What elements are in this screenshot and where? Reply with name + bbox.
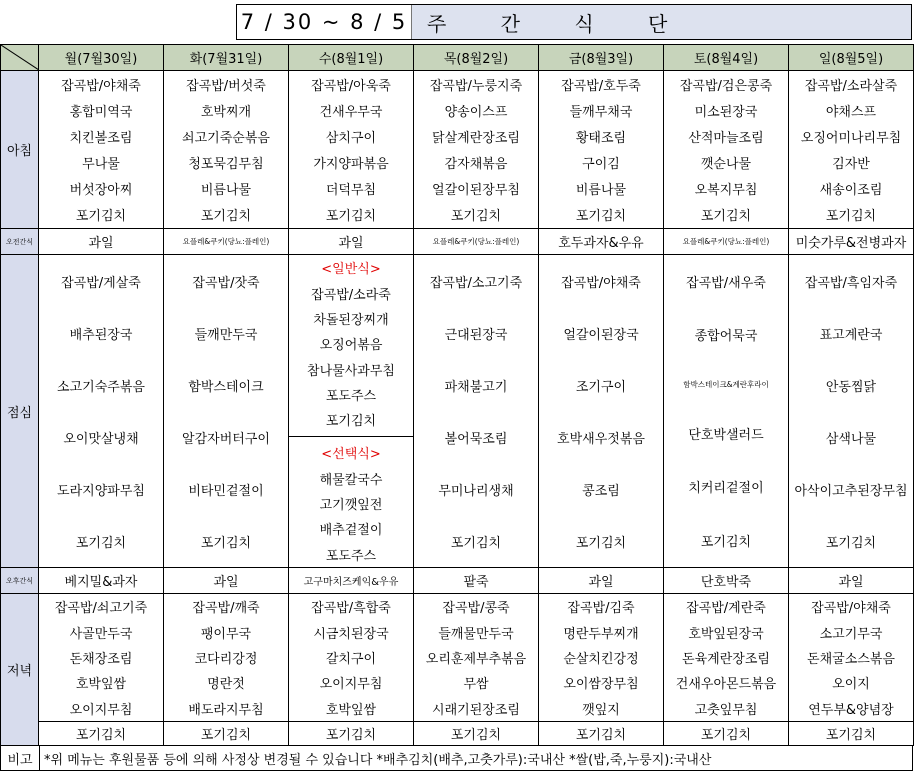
menu-item: 황태조림 <box>575 130 627 146</box>
menu-cell <box>164 71 289 229</box>
menu-list <box>289 71 413 228</box>
menu-cell <box>289 594 414 722</box>
menu-item: 잡곡밥/야채죽 <box>811 601 891 617</box>
menu-item: 비타민겉절이 <box>188 483 264 499</box>
menu-list <box>789 71 913 228</box>
menu-item: 깻순나물 <box>700 157 752 173</box>
menu-cell <box>39 255 164 568</box>
wed-lunch-cell <box>289 255 414 568</box>
header-row <box>1 45 914 71</box>
menu-item: 잡곡밥/계란죽 <box>686 601 766 617</box>
menu-list <box>39 255 163 567</box>
day-header: 수(8월1일) <box>289 45 414 71</box>
menu-item: 잡곡밥/아욱죽 <box>311 78 391 94</box>
menu-item: 차돌된장찌개 <box>313 312 389 328</box>
day-header: 화(7월31일) <box>164 45 289 71</box>
menu-list <box>164 594 288 721</box>
menu-item: 참나물사과무침 <box>307 363 395 379</box>
menu-item: 돈채장조림 <box>69 651 133 667</box>
menu-item: 포도주스 <box>325 389 377 405</box>
menu-list <box>414 71 538 228</box>
menu-item: 홍합미역국 <box>69 104 133 120</box>
snack-cell: 단호박죽 <box>664 568 789 594</box>
menu-list <box>164 255 288 567</box>
menu-item: 김자반 <box>832 157 870 173</box>
menu-item: 잡곡밥/소라살죽 <box>804 78 898 94</box>
menu-item: 잡곡밥/야채죽 <box>561 275 641 291</box>
menu-item: 삼색나물 <box>825 431 877 447</box>
menu-item: 시금치된장국 <box>313 626 389 642</box>
menu-item: 종합어묵국 <box>694 329 758 345</box>
snack-cell: 팥죽 <box>414 568 539 594</box>
menu-item: 단호박샐러드 <box>688 428 764 444</box>
choice-meal-label: <선택식> <box>321 447 381 463</box>
menu-item: 포기김치 <box>825 209 877 225</box>
menu-item: 포기김치 <box>664 722 789 746</box>
menu-item: 오이지무침 <box>69 702 133 718</box>
menu-cell <box>289 71 414 229</box>
snack-cell: 요플레&쿠키(당뇨:플레인) <box>414 229 539 255</box>
menu-item: 가지양파볶음 <box>313 157 389 173</box>
menu-item: 깻잎지 <box>582 702 620 718</box>
menu-item: 배추된장국 <box>69 327 133 343</box>
menu-item: 오이쌈장무침 <box>563 677 639 693</box>
menu-item: 잡곡밥/깨죽 <box>192 601 260 617</box>
dinner-row <box>1 594 914 722</box>
menu-item: 파채불고기 <box>444 379 508 395</box>
menu-item: 호박잎쌈 <box>325 702 377 718</box>
menu-list <box>539 255 663 567</box>
menu-cell <box>539 255 664 568</box>
menu-list <box>539 71 663 228</box>
menu-item: 갈치구이 <box>325 651 377 667</box>
menu-cell <box>39 594 164 722</box>
menu-item: 해물칼국수 <box>319 472 383 488</box>
am-snack-row <box>1 229 914 255</box>
pm-snack-row <box>1 568 914 594</box>
snack-cell: 베지밀&과자 <box>39 568 164 594</box>
menu-list <box>164 71 288 228</box>
snack-cell: 과일 <box>789 568 914 594</box>
menu-item: 돈육계란장조림 <box>682 651 770 667</box>
menu-item: 잡곡밥/호두죽 <box>561 78 641 94</box>
menu-item: 배도라지무침 <box>188 702 264 718</box>
menu-item: 오이지무침 <box>319 677 383 693</box>
general-meal-label: <일반식> <box>321 262 381 278</box>
menu-item: 포기김치 <box>575 209 627 225</box>
snack-cell: 호두과자&우유 <box>539 229 664 255</box>
menu-item: 들깨만두국 <box>194 327 258 343</box>
menu-list <box>414 594 538 721</box>
menu-cell <box>789 71 914 229</box>
menu-item: 오징어볶음 <box>319 338 383 354</box>
menu-item: 포기김치 <box>200 209 252 225</box>
menu-item: 표고계란국 <box>819 327 883 343</box>
menu-cell <box>39 71 164 229</box>
menu-item: 포기김치 <box>700 534 752 550</box>
menu-item: 들깨무채국 <box>569 104 633 120</box>
menu-item: 소고기무국 <box>819 626 883 642</box>
menu-list <box>789 594 913 721</box>
menu-item: 얼갈이된장국 <box>563 327 639 343</box>
menu-item: 청포묵김무침 <box>188 157 264 173</box>
menu-cell <box>664 255 789 568</box>
corner-cell <box>1 45 39 71</box>
menu-item: 오리훈제부추볶음 <box>425 651 527 667</box>
menu-item: 잡곡밥/누룽지죽 <box>429 78 523 94</box>
menu-item: 오복지무침 <box>694 183 758 199</box>
day-header: 일(8월5일) <box>789 45 914 71</box>
menu-item: 닭살계란장조림 <box>432 130 520 146</box>
menu-item: 잡곡밥/게살죽 <box>61 275 141 291</box>
dinner-label: 저녁 <box>1 594 39 746</box>
menu-item: 잡곡밥/소라죽 <box>311 287 391 303</box>
menu-item: 호박찌개 <box>200 104 252 120</box>
snack-cell: 과일 <box>539 568 664 594</box>
menu-item: 포기김치 <box>200 535 252 551</box>
menu-item: 포기김치 <box>539 722 664 746</box>
menu-item: 잡곡밥/야채죽 <box>61 78 141 94</box>
menu-item: 사골만두국 <box>69 626 133 642</box>
menu-item: 새송이조림 <box>819 183 883 199</box>
menu-item: 안동찜닭 <box>825 379 877 395</box>
note-text: *위 메뉴는 후원물품 등에 의해 사정상 변경될 수 있습니다 *배추김치(배추,고춧가루):국내산 *쌀(밥,죽,누룽지):국내산 <box>44 752 712 768</box>
menu-item: 얼갈이된장무침 <box>432 183 520 199</box>
menu-item: 비름나물 <box>200 183 252 199</box>
menu-item: 버섯장아찌 <box>69 183 133 199</box>
note-bar <box>0 745 913 771</box>
menu-cell <box>789 255 914 568</box>
menu-item: 포기김치 <box>825 535 877 551</box>
menu-cell <box>664 594 789 722</box>
menu-list <box>289 594 413 721</box>
menu-item: 조기구이 <box>575 379 627 395</box>
menu-item: 명란두부찌개 <box>563 626 639 642</box>
menu-cell <box>539 71 664 229</box>
menu-list <box>789 255 913 567</box>
menu-item: 도라지양파무침 <box>57 483 145 499</box>
title-name: 주 간 식 단 <box>427 11 692 36</box>
menu-item: 잡곡밥/김죽 <box>567 601 635 617</box>
menu-cell <box>539 594 664 722</box>
menu-item: 야채스프 <box>825 104 877 120</box>
snack-cell: 미숫가루&전병과자 <box>789 229 914 255</box>
menu-item: 고기깻잎전 <box>319 497 383 513</box>
menu-item: 들깨물만두국 <box>438 626 514 642</box>
menu-item: 포기김치 <box>75 535 127 551</box>
menu-table <box>0 44 914 746</box>
menu-item: 알감자버터구이 <box>182 431 270 447</box>
menu-item: 쇠고기죽순볶음 <box>182 130 270 146</box>
menu-item: 포기김치 <box>575 535 627 551</box>
menu-item: 볼어묵조림 <box>444 431 508 447</box>
menu-cell <box>664 71 789 229</box>
snack-cell: 과일 <box>164 568 289 594</box>
menu-list <box>39 71 163 228</box>
menu-item: 포도주스 <box>325 548 377 564</box>
menu-cell <box>164 255 289 568</box>
lunch-row <box>1 255 914 568</box>
menu-item: 무미나리생채 <box>438 483 514 499</box>
menu-item: 근대된장국 <box>444 327 508 343</box>
menu-item: 삼치구이 <box>325 130 377 146</box>
menu-list <box>664 71 788 228</box>
menu-item: 순살치킨강정 <box>563 651 639 667</box>
snack-cell: 고구마치즈케익&우유 <box>289 568 414 594</box>
menu-item: 포기김치 <box>450 535 502 551</box>
menu-list <box>39 594 163 721</box>
menu-item: 포기김치 <box>164 722 289 746</box>
menu-item: 잡곡밥/잣죽 <box>192 275 260 291</box>
menu-item: 무나물 <box>82 157 120 173</box>
menu-item: 코다리강정 <box>194 651 258 667</box>
menu-item: 포기김치 <box>325 209 377 225</box>
menu-item: 소고기숙주볶음 <box>57 379 145 395</box>
day-header: 목(8월2일) <box>414 45 539 71</box>
menu-item: 치커리겉절이 <box>688 481 764 497</box>
menu-item: 오이맛살냉채 <box>63 431 139 447</box>
menu-item: 구이김 <box>582 157 620 173</box>
menu-item: 오징어미나리무침 <box>800 130 902 146</box>
menu-item: 호박잎된장국 <box>688 626 764 642</box>
menu-item: 감자채볶음 <box>444 157 508 173</box>
breakfast-row <box>1 71 914 229</box>
menu-item: 포기김치 <box>75 209 127 225</box>
snack-cell: 요플레&쿠키(당뇨:플레인) <box>664 229 789 255</box>
menu-item: 산적마늘조림 <box>688 130 764 146</box>
menu-item: 포기김치 <box>289 722 414 746</box>
corner-diagonal <box>1 45 39 70</box>
menu-item: 시래기된장조림 <box>432 702 520 718</box>
menu-item: 포기김치 <box>39 722 164 746</box>
menu-item: 잡곡밥/흑합죽 <box>311 601 391 617</box>
menu-item: 잡곡밥/흑임자죽 <box>804 275 898 291</box>
menu-cell <box>414 71 539 229</box>
note-label: 비고 <box>1 746 40 770</box>
breakfast-label: 아침 <box>1 71 39 229</box>
menu-item: 호박잎쌈 <box>75 677 127 693</box>
menu-item: 포기김치 <box>450 209 502 225</box>
menu-item: 미소된장국 <box>694 104 758 120</box>
menu-cell <box>789 594 914 722</box>
menu-item: 잡곡밥/쇠고기죽 <box>54 601 148 617</box>
dinner-kimchi-row <box>1 722 914 746</box>
lunch-label: 점심 <box>1 255 39 568</box>
menu-item: 양송이스프 <box>444 104 508 120</box>
day-header: 월(7월30일) <box>39 45 164 71</box>
snack-cell: 과일 <box>39 229 164 255</box>
menu-item: 콩조림 <box>582 483 620 499</box>
menu-item: 더덕무침 <box>325 183 377 199</box>
menu-item: 잡곡밥/새우죽 <box>686 276 766 292</box>
menu-item: 오이지 <box>832 677 870 693</box>
menu-item: 함박스테이크 <box>188 379 264 395</box>
menu-item: 팽이무국 <box>200 626 252 642</box>
menu-item: 잡곡밥/버섯죽 <box>186 78 266 94</box>
day-header: 금(8월3일) <box>539 45 664 71</box>
menu-list <box>414 255 538 567</box>
day-header: 토(8월4일) <box>664 45 789 71</box>
title-bar <box>236 4 912 40</box>
snack-cell: 요플레&쿠키(당뇨:플레인) <box>164 229 289 255</box>
menu-item: 돈채굴소스볶음 <box>807 651 895 667</box>
menu-item: 잡곡밥/소고기죽 <box>429 275 523 291</box>
menu-item: 포기김치 <box>789 722 914 746</box>
menu-cell <box>164 594 289 722</box>
menu-list <box>539 594 663 721</box>
menu-cell <box>414 255 539 568</box>
menu-item: 건새우무국 <box>319 104 383 120</box>
menu-item: 연두부&양념장 <box>808 702 894 718</box>
menu-item: 잡곡밥/검은콩죽 <box>679 78 773 94</box>
menu-item: 명란젓 <box>207 677 245 693</box>
menu-item: 배추겉절이 <box>319 523 383 539</box>
am-snack-label: 오전간식 <box>1 229 39 255</box>
menu-list <box>664 594 788 721</box>
menu-item: 포기김치 <box>414 722 539 746</box>
title-dates: 7 / 30 ~ 8 / 5 <box>237 5 412 39</box>
menu-item: 함박스테이크&계란후라이 <box>683 379 769 389</box>
divider <box>289 436 414 437</box>
menu-item: 아삭이고추된장무침 <box>794 483 908 499</box>
menu-item: 호박새우젓볶음 <box>557 431 645 447</box>
pm-snack-label: 오후간식 <box>1 568 39 594</box>
menu-item: 비름나물 <box>575 183 627 199</box>
menu-item: 치킨볼조림 <box>69 130 133 146</box>
menu-item: 건새우아몬드볶음 <box>675 677 777 693</box>
menu-item: 포기김치 <box>325 414 377 430</box>
menu-cell <box>414 594 539 722</box>
menu-item: 포기김치 <box>700 209 752 225</box>
menu-item: 고춧잎무침 <box>694 702 758 718</box>
snack-cell: 과일 <box>289 229 414 255</box>
menu-item: 무쌈 <box>463 677 489 693</box>
menu-list <box>664 255 788 567</box>
menu-item: 잡곡밥/콩죽 <box>442 601 510 617</box>
